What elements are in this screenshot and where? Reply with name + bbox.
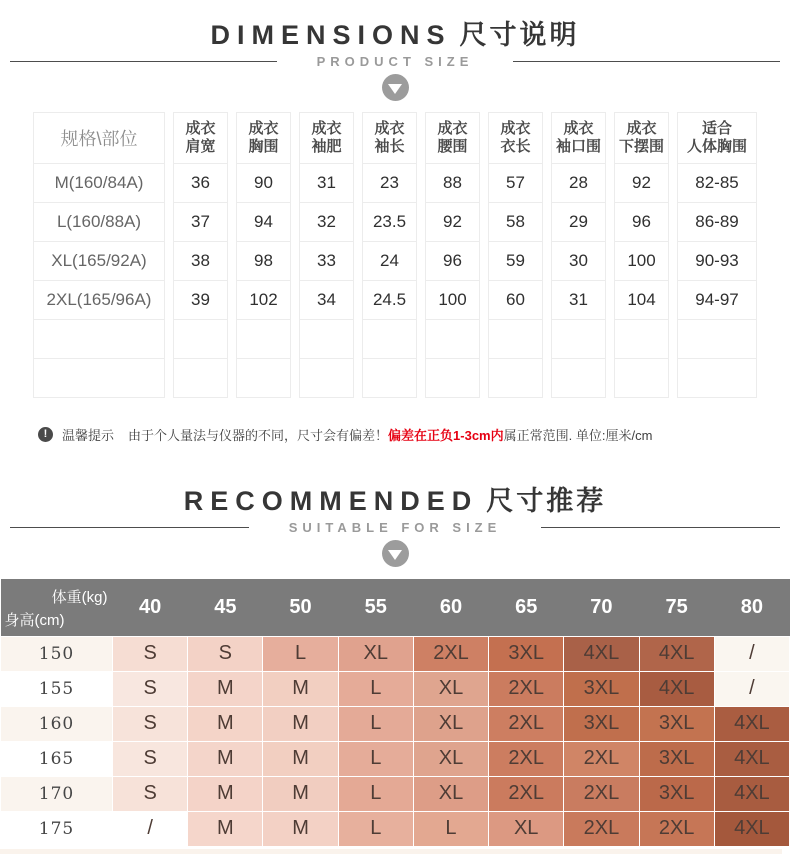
size-table-column-header: 成衣 袖长 [362,112,417,164]
size-value-cell: 33 [299,242,354,281]
size-value-cell: 38 [173,242,228,281]
dimensions-section-header [0,0,790,101]
height-label-cell: 150 [1,636,113,671]
recommended-size-cell: 4XL [639,671,714,706]
recommended-size-table [0,579,790,847]
recommended-size-cell: 3XL [489,636,564,671]
recommended-table-row [1,776,790,811]
recommended-size-cell: M [263,776,338,811]
down-arrow-triangle [388,550,402,560]
size-value-cell: 59 [488,242,543,281]
size-row-label: 2XL(165/96A) [33,281,165,320]
recommended-size-cell: S [113,741,188,776]
size-value-cell: 96 [425,242,480,281]
recommended-size-cell: XL [413,776,488,811]
recommended-size-cell: XL [413,741,488,776]
recommended-size-cell: L [413,811,488,846]
recommended-size-cell: 2XL [413,636,488,671]
empty-cell [299,359,354,398]
recommended-size-cell: 3XL [564,706,639,741]
recommended-size-cell: M [188,741,263,776]
recommended-size-cell: 2XL [489,741,564,776]
weight-header-cell: 50 [263,579,338,636]
size-value-cell: 31 [299,164,354,203]
size-value-cell: 98 [236,242,291,281]
empty-cell [299,320,354,359]
dimensions-subtitle-row [10,54,780,69]
weight-header-cell: 60 [413,579,488,636]
size-value-cell: 86-89 [677,203,757,242]
dimensions-title-zh: 尺寸说明 [459,20,580,50]
note-label: 温馨提示 [62,428,115,444]
empty-cell [236,359,291,398]
size-value-cell: 23 [362,164,417,203]
size-row-label: L(160/88A) [33,203,165,242]
divider-line-right [513,61,780,62]
size-value-cell: 100 [425,281,480,320]
size-value-cell: 92 [614,164,669,203]
size-value-cell: 90 [236,164,291,203]
recommended-table-row [1,741,790,776]
size-table-column-header: 成衣 腰围 [425,112,480,164]
recommended-size-cell: S [188,636,263,671]
recommended-size-cell: M [263,741,338,776]
size-value-cell: 32 [299,203,354,242]
size-row-label: M(160/84A) [33,164,165,203]
recommended-size-cell: / [714,671,789,706]
down-arrow-triangle [388,84,402,94]
recommended-size-cell: 2XL [489,776,564,811]
weight-header-cell: 55 [338,579,413,636]
size-value-cell: 37 [173,203,228,242]
recommended-size-cell: XL [413,671,488,706]
size-table-column-header: 成衣 衣长 [488,112,543,164]
size-value-cell: 28 [551,164,606,203]
recommended-size-cell: M [188,706,263,741]
size-value-cell: 82-85 [677,164,757,203]
recommended-size-cell: 4XL [639,636,714,671]
recommended-size-cell: S [113,706,188,741]
recommended-size-cell: 2XL [564,741,639,776]
bottom-strip [0,849,782,854]
size-value-cell: 102 [236,281,291,320]
recommended-size-cell: L [338,811,413,846]
recommended-size-cell: M [188,811,263,846]
recommended-title [0,486,790,517]
recommended-size-cell: S [113,776,188,811]
weight-height-corner-cell [1,579,113,636]
size-table-empty-row [33,359,757,398]
size-value-cell: 58 [488,203,543,242]
recommended-size-cell: 4XL [564,636,639,671]
empty-cell [551,320,606,359]
size-value-cell: 100 [614,242,669,281]
empty-cell [236,320,291,359]
recommended-size-cell: 4XL [714,811,789,846]
recommended-size-cell: 4XL [714,741,789,776]
size-table-corner-header: 规格\部位 [33,112,165,164]
height-label-cell: 165 [1,741,113,776]
empty-cell [677,359,757,398]
empty-cell [614,359,669,398]
size-row-label: XL(165/92A) [33,242,165,281]
size-value-cell: 34 [299,281,354,320]
height-label-cell: 155 [1,671,113,706]
recommended-size-cell: L [338,741,413,776]
size-value-cell: 23.5 [362,203,417,242]
recommended-size-cell: XL [413,706,488,741]
recommended-size-cell: M [263,671,338,706]
size-table-column-header: 成衣 胸围 [236,112,291,164]
recommended-size-cell: M [188,776,263,811]
dimensions-subtitle: PRODUCT SIZE [316,54,474,70]
note-highlight: 偏差在正负1-3cm内 [388,428,504,444]
weight-header-cell: 75 [639,579,714,636]
down-arrow-icon [382,540,409,567]
size-value-cell: 39 [173,281,228,320]
empty-cell [551,359,606,398]
weight-header-cell: 40 [113,579,188,636]
size-value-cell: 36 [173,164,228,203]
recommended-size-cell: 4XL [714,776,789,811]
empty-cell [33,320,165,359]
size-table-empty-row [33,320,757,359]
empty-cell [677,320,757,359]
recommended-size-cell: 4XL [714,706,789,741]
recommended-table-row [1,671,790,706]
size-value-cell: 92 [425,203,480,242]
recommended-size-cell: 2XL [564,776,639,811]
divider-line-left [10,61,277,62]
recommended-subtitle-row [10,520,780,535]
recommended-table-row [1,706,790,741]
height-label-cell: 175 [1,811,113,846]
recommended-size-cell: L [338,706,413,741]
recommended-size-cell: 2XL [489,706,564,741]
measurement-note [38,425,790,444]
divider-line-left [10,527,249,528]
recommended-size-cell: L [338,671,413,706]
size-value-cell: 60 [488,281,543,320]
empty-cell [362,359,417,398]
recommended-size-cell: L [263,636,338,671]
dimensions-title [0,20,790,51]
exclamation-icon: ! [38,427,53,442]
dimensions-title-en: DIMENSIONS [210,20,452,50]
size-table-row [33,203,757,242]
size-value-cell: 30 [551,242,606,281]
recommended-table-row [1,636,790,671]
empty-cell [488,320,543,359]
empty-cell [362,320,417,359]
recommended-size-cell: / [113,811,188,846]
size-table [25,112,765,398]
size-value-cell: 96 [614,203,669,242]
recommended-size-cell: 3XL [639,741,714,776]
recommended-size-cell: 2XL [564,811,639,846]
size-value-cell: 24 [362,242,417,281]
recommended-section-header [0,444,790,567]
size-value-cell: 104 [614,281,669,320]
empty-cell [614,320,669,359]
weight-axis-label: 体重(kg) [51,589,108,607]
recommended-size-cell: M [263,811,338,846]
size-value-cell: 24.5 [362,281,417,320]
size-table-column-header: 成衣 袖口围 [551,112,606,164]
note-text: 由于个人量法与仪器的不同，尺寸会有偏差！偏差在正负1-3cm内属正常范围. 单位:厘米/cm [128,428,653,444]
recommended-size-cell: / [714,636,789,671]
recommended-table-row [1,811,790,846]
recommended-size-cell: L [338,776,413,811]
recommended-size-cell: 2XL [639,811,714,846]
size-table-column-header: 成衣 下摆围 [614,112,669,164]
size-value-cell: 94-97 [677,281,757,320]
weight-header-cell: 65 [489,579,564,636]
size-value-cell: 90-93 [677,242,757,281]
size-table-column-header: 成衣 袖肥 [299,112,354,164]
height-label-cell: 160 [1,706,113,741]
recommended-size-cell: S [113,671,188,706]
size-value-cell: 29 [551,203,606,242]
weight-header-cell: 45 [188,579,263,636]
recommended-size-cell: XL [489,811,564,846]
size-value-cell: 57 [488,164,543,203]
empty-cell [33,359,165,398]
recommended-size-cell: S [113,636,188,671]
size-table-row [33,242,757,281]
recommended-title-en: RECOMMENDED [183,486,479,517]
weight-header-cell: 80 [714,579,789,636]
recommended-title-zh: 尺寸推荐 [486,486,607,517]
height-label-cell: 170 [1,776,113,811]
recommended-size-cell: 3XL [639,776,714,811]
empty-cell [173,359,228,398]
recommended-size-cell: 2XL [489,671,564,706]
recommended-size-cell: M [188,671,263,706]
size-value-cell: 94 [236,203,291,242]
size-value-cell: 88 [425,164,480,203]
recommended-subtitle: SUITABLE FOR SIZE [288,520,502,536]
height-axis-label: 身高(cm) [4,611,65,629]
empty-cell [488,359,543,398]
empty-cell [173,320,228,359]
divider-line-right [541,527,780,528]
recommended-size-cell: XL [338,636,413,671]
empty-cell [425,359,480,398]
recommended-size-cell: 3XL [564,671,639,706]
recommended-size-cell: 3XL [639,706,714,741]
recommended-size-cell: M [263,706,338,741]
size-value-cell: 31 [551,281,606,320]
empty-cell [425,320,480,359]
size-table-row [33,164,757,203]
size-table-column-header: 成衣 肩宽 [173,112,228,164]
size-table-column-header: 适合 人体胸围 [677,112,757,164]
down-arrow-icon [382,74,409,101]
size-table-row [33,281,757,320]
weight-header-cell: 70 [564,579,639,636]
